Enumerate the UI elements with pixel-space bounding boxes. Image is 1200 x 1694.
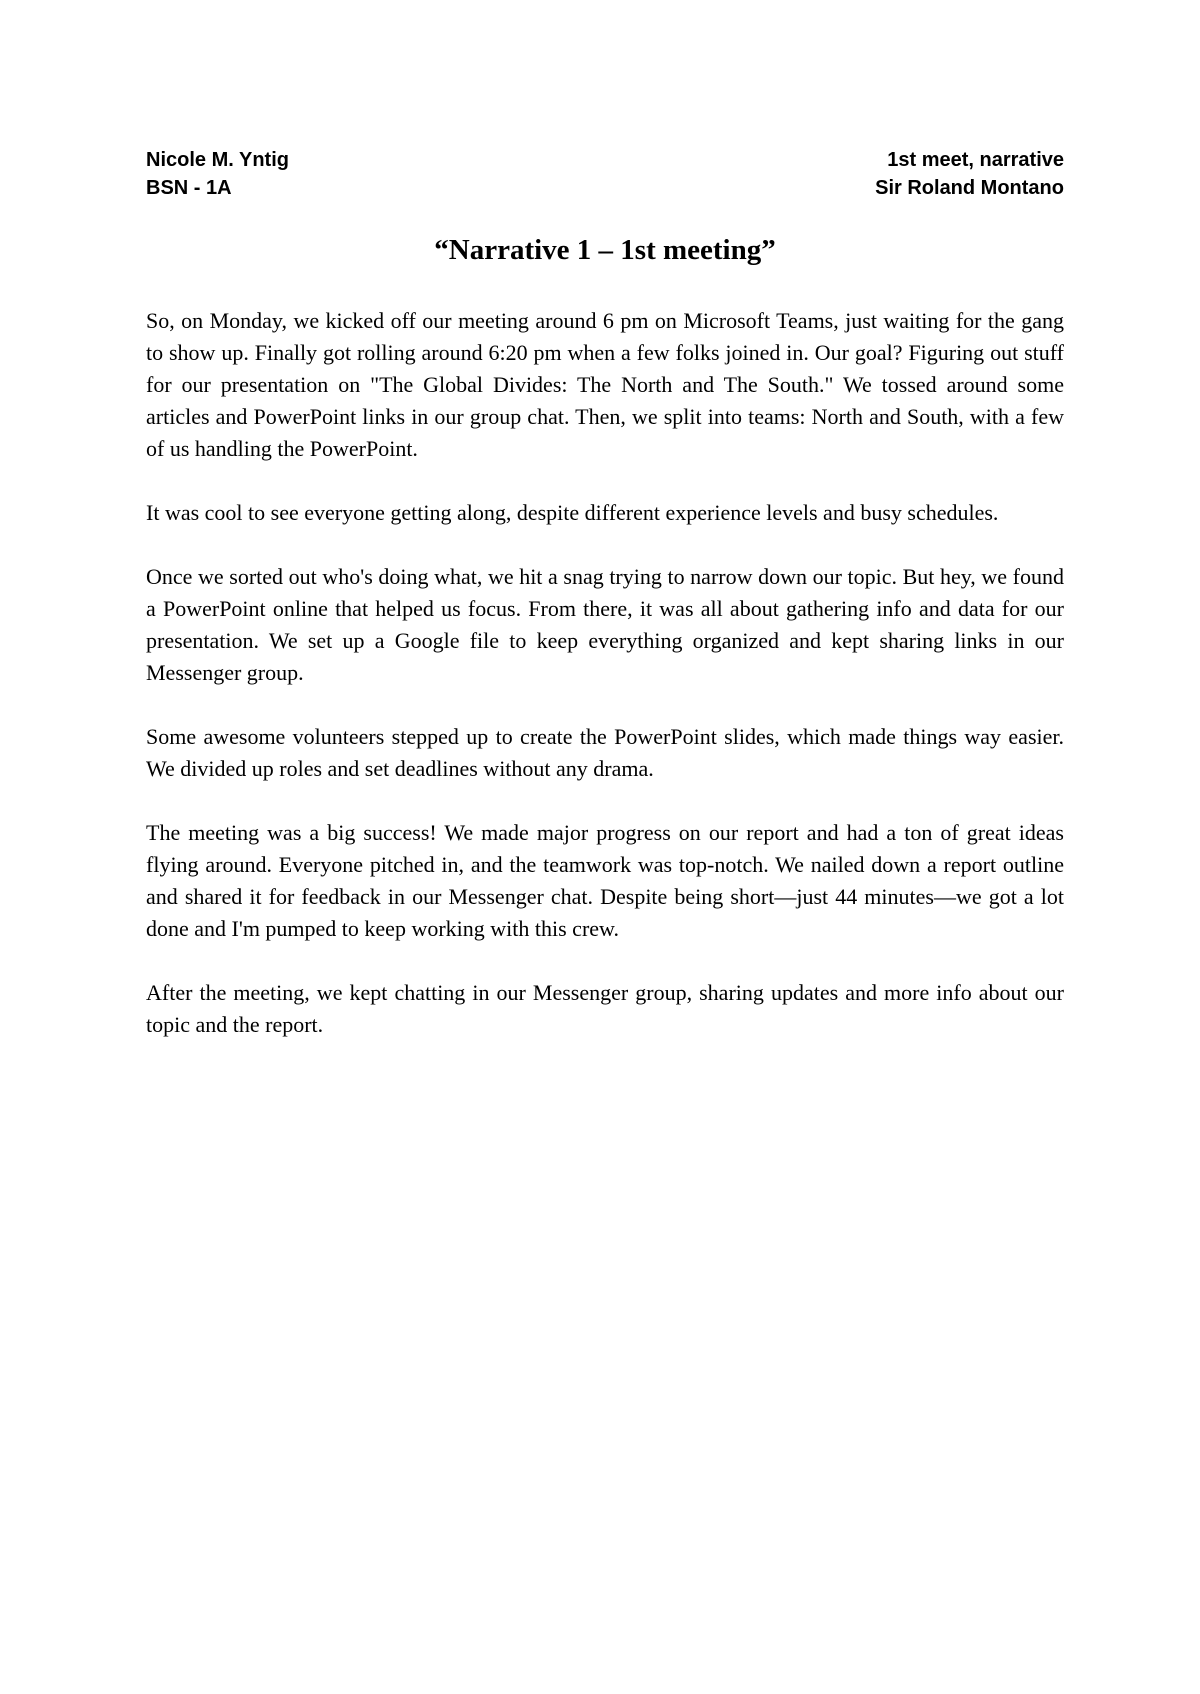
header-row-2 (146, 174, 1064, 202)
paragraph: Once we sorted out who's doing what, we hit a snag trying to narrow down our topic. But hey, we found a PowerPoint online that helped us focus. From there, it was all about gathering info and data for our presentation. We set up a Google file to keep everything organized and kept sharing links in our Messenger group. (146, 564, 1064, 685)
document-header (146, 146, 1064, 202)
paragraph: It was cool to see everyone getting along, despite different experience levels and busy schedules. (146, 500, 999, 525)
paragraph: The meeting was a big success! We made major progress on our report and had a ton of great ideas flying around. Everyone pitched in, and the teamwork was top-notch. We nailed down a report outline and shared it for feedback in our Messenger chat. Despite being short—just 44 minutes—we got a lot done and I'm pumped to keep working with this crew. (146, 820, 1064, 941)
document-title: “Narrative 1 – 1st meeting” (434, 234, 776, 266)
student-section: BSN - 1A (146, 177, 232, 199)
paragraph: After the meeting, we kept chatting in our Messenger group, sharing updates and more info about our topic and the report. (146, 980, 1064, 1037)
instructor-name: Sir Roland Montano (875, 177, 1064, 199)
document-body (146, 305, 1064, 1073)
student-name: Nicole M. Yntig (146, 149, 289, 171)
assignment-label: 1st meet, narrative (887, 149, 1064, 171)
header-row-1 (146, 146, 1064, 174)
paragraph: Some awesome volunteers stepped up to create the PowerPoint slides, which made things way easier. We divided up roles and set deadlines without any drama. (146, 724, 1064, 781)
paragraph: So, on Monday, we kicked off our meeting around 6 pm on Microsoft Teams, just waiting for the gang to show up. Finally got rolling around 6:20 pm when a few folks joined in. Our goal? Figuring out stuff for our presentation on "The Global Divides: The North and The South." We tossed around some articles and PowerPoint links in our group chat. Then, we split into teams: North and South, with a few of us handling the PowerPoint. (146, 308, 1064, 461)
